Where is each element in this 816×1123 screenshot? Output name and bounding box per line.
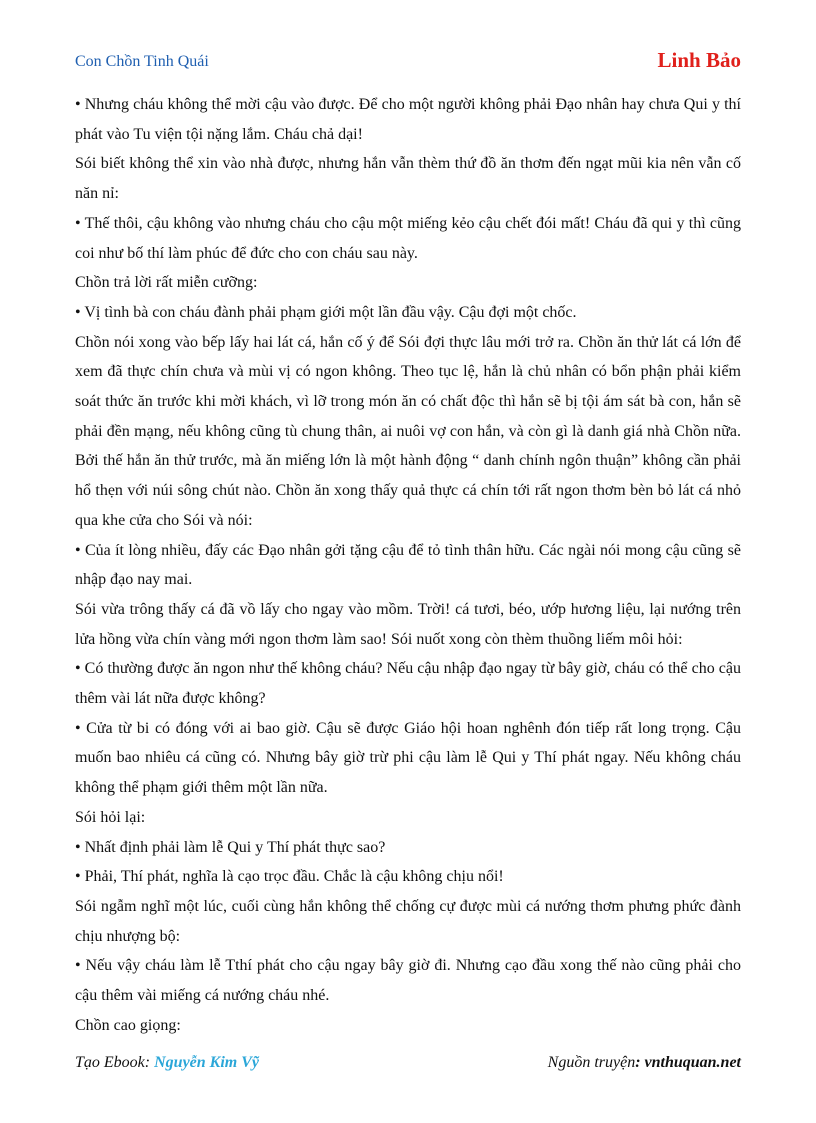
creator-label: Tạo Ebook	[75, 1054, 145, 1071]
paragraph: • Có thường được ăn ngon như thế không cháu? Nếu cậu nhập đạo ngay từ bây giờ, cháu có thể cho cậu thêm vài lát nữa được không?	[75, 660, 741, 708]
paragraph: • Thế thôi, cậu không vào nhưng cháu cho cậu một miếng kẻo cậu chết đói mất! Cháu đã qui y thì cũng coi như bố thí làm phúc để đức cho con cháu sau này.	[75, 214, 741, 262]
ebook-credit	[75, 1054, 259, 1072]
source-credit	[548, 1054, 741, 1072]
paragraph: • Phải, Thí phát, nghĩa là cạo trọc đầu. Chắc là cậu không chịu nổi!	[75, 868, 504, 886]
source-separator: :	[635, 1054, 645, 1071]
paragraph: • Cửa từ bi có đóng với ai bao giờ. Cậu sẽ được Giáo hội hoan nghênh đón tiếp rất long trọng. Cậu muốn bao nhiêu cá cũng có. Nhưng bây giờ trừ phi cậu làm lễ Qui y Thí phát ngay. Nếu không cháu không thể phạm giới thêm một lần nữa.	[75, 719, 741, 797]
paragraph: Chồn nói xong vào bếp lấy hai lát cá, hắn cố ý để Sói đợi thực lâu mới trở ra. Chồn ăn thử lát cá lớn để xem đã thực chín chưa và mùi vị có ngon không. Theo tục lệ, hắn là chủ nhân có bổn phận phải kiểm soát thức ăn trước khi mời khách, vì lỡ trong món ăn có chất độc thì hắn sẽ bị tội ám sát bà con, hắn sẽ phải đền mạng, nếu không cũng tù chung thân, ai nuôi vợ con hắn, và còn gì là danh giá nhà Chồn nữa. Bởi thế hắn ăn thử trước, mà ăn miếng lớn là một hành động “ danh chính ngôn thuận” không cần phải hổ thẹn với núi sông chút nào. Chồn ăn xong thấy quả thực cá chín tới rất ngon thơm bèn bỏ lát cá nhỏ qua khe cửa cho Sói và nói:	[75, 333, 741, 529]
paragraph: • Vị tình bà con cháu đành phải phạm giới một lần đầu vậy. Cậu đợi một chốc.	[75, 303, 577, 321]
creator-separator: :	[144, 1054, 155, 1071]
paragraph: Sói hỏi lại:	[75, 808, 146, 826]
author-name: Linh Bảo	[657, 48, 741, 72]
paragraph: Chồn trả lời rất miễn cưỡng:	[75, 274, 258, 292]
creator-name: Nguyễn Kim Vỹ	[154, 1054, 259, 1071]
story-text	[75, 90, 741, 1035]
paragraph: Sói vừa trông thấy cá đã vồ lấy cho ngay vào mồm. Trời! cá tươi, béo, ướp hương liệu, lại nướng trên lửa hồng vừa chín vàng mới ngon thơm làm sao! Sói nuốt xong còn thèm thuồng liếm môi hỏi:	[75, 600, 741, 648]
paragraph: • Nếu vậy cháu làm lễ Tthí phát cho cậu ngay bây giờ đi. Nhưng cạo đầu xong thế nào cũng phải cho cậu thêm vài miếng cá nướng cháu nhé.	[75, 957, 741, 1005]
page-footer	[75, 1054, 741, 1078]
paragraph: Chồn cao giọng:	[75, 1016, 181, 1034]
book-title: Con Chồn Tinh Quái	[75, 53, 209, 70]
paragraph: • Nhất định phải làm lễ Qui y Thí phát thực sao?	[75, 838, 386, 856]
paragraph: • Nhưng cháu không thể mời cậu vào được. Để cho một người không phải Đạo nhân hay chưa Qui y thí phát vào Tu viện tội nặng lắm. Cháu chả dại!	[75, 96, 741, 143]
source-site: vnthuquan.net	[644, 1054, 741, 1071]
page-header	[75, 48, 741, 76]
paragraph: • Của ít lòng nhiều, đấy các Đạo nhân gởi tặng cậu để tỏ tình thân hữu. Các ngài nói mong cậu cũng sẽ nhập đạo nay mai.	[75, 541, 741, 589]
paragraph: Sói biết không thể xin vào nhà được, nhưng hắn vẫn thèm thứ đồ ăn thơm đến ngạt mũi kia nên vẫn cố năn nỉ:	[75, 155, 741, 203]
paragraph: Sói ngẫm nghĩ một lúc, cuối cùng hắn không thể chống cự được mùi cá nướng thơm phưng phức đành chịu nhượng bộ:	[75, 897, 741, 945]
source-label: Nguồn truyện	[547, 1054, 636, 1071]
